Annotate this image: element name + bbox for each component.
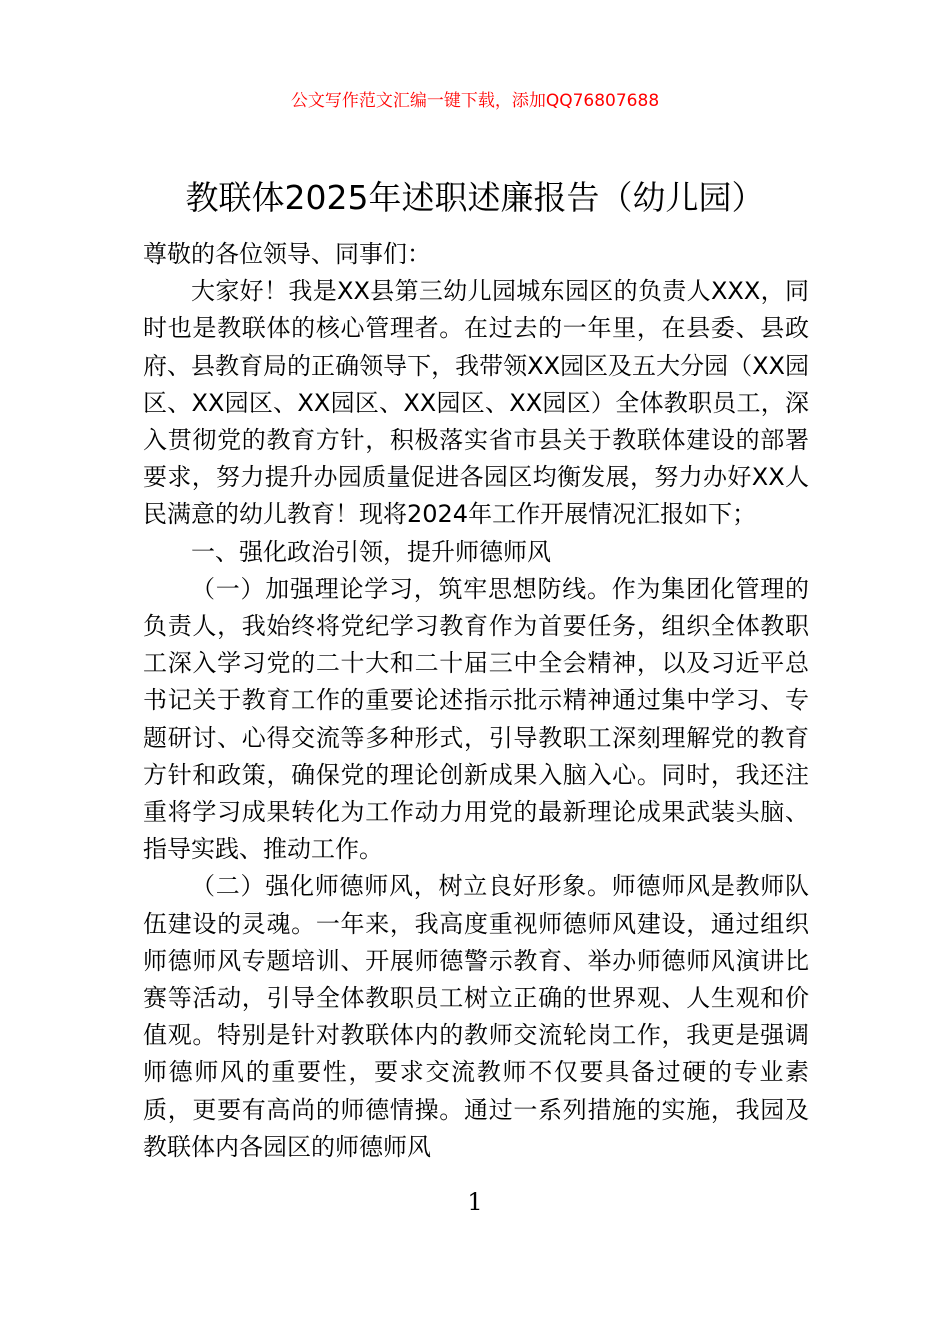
- paragraph-theory-study: （一）加强理论学习，筑牢思想防线。作为集团化管理的负责人，我始终将党纪学习教育作为首要任务，组织全体教职工深入学习党的二十大和二十届三中全会精神，以及习近平总书记关于教育工作的重要论述指示批示精神通过集中学习、专题研讨、心得交流等多种形式，引导教职工深刻理解党的教育方针和政策，确保党的理论创新成果入脑入心。同时，我还注重将学习成果转化为工作动力用党的最新理论成果武装头脑、指导实践、推动工作。: [143, 574, 809, 864]
- paragraph-intro: 大家好！我是XX县第三幼儿园城东园区的负责人XXX，同时也是教联体的核心管理者。在过去的一年里，在县委、县政府、县教育局的正确领导下，我带领XX园区及五大分园（XX园区、XX园区、XX园区、XX园区、XX园区）全体教职员工，深入贯彻党的教育方针，积极落实省市县关于教联体建设的部署要求，努力提升办园质量促进各园区均衡发展，努力办好XX人民满意的幼儿教育！现将2024年工作开展情况汇报如下；: [143, 277, 809, 529]
- paragraph-teacher-ethics: （二）强化师德师风，树立良好形象。师德师风是教师队伍建设的灵魂。一年来，我高度重视师德师风建设，通过组织师德师风专题培训、开展师德警示教育、举办师德师风演讲比赛等活动，引导全体教职员工树立正确的世界观、人生观和价值观。特别是针对教联体内的教师交流轮岗工作，我更是强调师德师风的重要性，要求交流教师不仅要具备过硬的专业素质，更要有高尚的师德情操。通过一系列措施的实施，我园及教联体内各园区的师德师风: [143, 872, 809, 1161]
- salutation: 尊敬的各位领导、同事们：: [143, 240, 431, 268]
- section-heading-1: 一、强化政治引领，提升师德师风: [191, 537, 551, 566]
- document-title: 教联体2025年述职述廉报告（幼儿园）: [185, 178, 765, 217]
- download-promo-header: 公文写作范文汇编一键下载，添加QQ76807688: [290, 91, 660, 111]
- page-number: 1: [467, 1188, 483, 1216]
- document-body: [143, 236, 809, 1166]
